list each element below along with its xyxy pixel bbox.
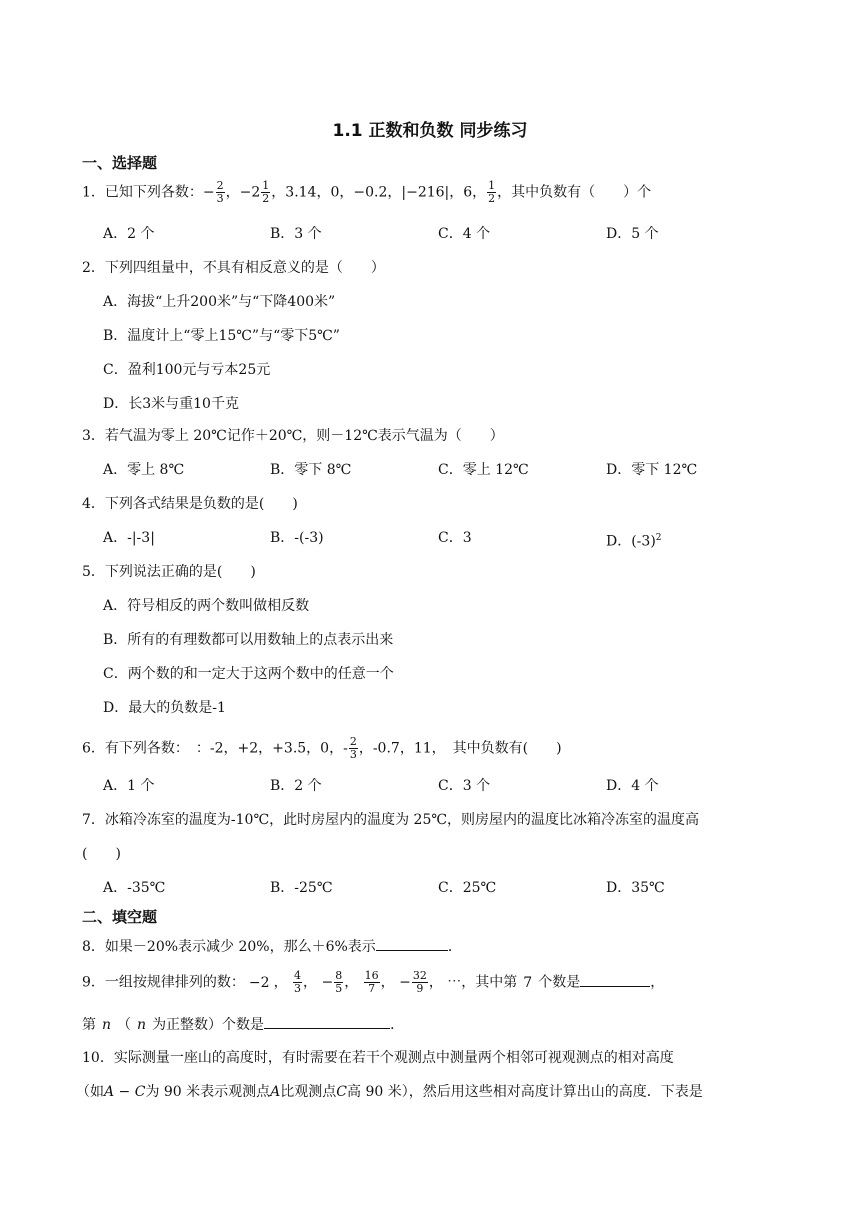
question-4-option-d[interactable]: D．$(-3)^2$: [606, 533, 662, 550]
question-3-option-d[interactable]: D．零下 12℃: [606, 462, 698, 478]
fraction-thirty-two-ninths: $\frac{32}{9}$: [412, 969, 427, 995]
question-7-stem-line-2: ( ): [82, 846, 121, 862]
question-9-stem-line-1: 9．一组按规律排列的数： −2 ， $\frac{4}{3}$ ， − $\frac{8}{5}$ ， $\frac{16}{7}$ ， − $\frac{32}{9}$ ， ⋯，其中第 7 个数是 ，: [82, 969, 665, 995]
question-4-stem: 4．下列各式结果是负数的是( ): [82, 496, 298, 512]
question-4-option-b[interactable]: B．-(-3): [270, 530, 324, 546]
question-7-option-b[interactable]: B．-25℃: [270, 880, 333, 896]
question-2-option-a[interactable]: A．海拔“上升200米”与“下降400米”: [103, 294, 336, 310]
question-2-option-b[interactable]: B．温度计上“零上15℃”与“零下5℃”: [103, 328, 340, 344]
section-fill-heading: 二、填空题: [82, 908, 158, 926]
question-10-stem-line-2: （如A − C为 90 米表示观测点A比观测点C高 90 米），然后用这些相对高度计算出山的高度．下表是: [76, 1084, 703, 1100]
question-3-option-b[interactable]: B．零下 8℃: [270, 462, 352, 478]
question-6-option-d[interactable]: D．4 个: [606, 778, 659, 794]
fraction-one-half: $\frac{1}{2}$: [262, 179, 270, 205]
question-8-stem: 8．如果－20%表示减少 20%，那么＋6%表示 ．: [82, 936, 462, 957]
question-1-stem: 1．已知下列各数：− $\frac{2}{3}$ ，−2 $\frac{1}{2}$ ，3.14，0，−0.2，|−216|，6， $\frac{1}{2}$ ，其中负数有（ ）个: [82, 179, 652, 205]
question-5-option-c[interactable]: C．两个数的和一定大于这两个数中的任意一个: [103, 666, 394, 682]
section-choice-heading: 一、选择题: [82, 154, 158, 172]
fraction-four-thirds: $\frac{4}{3}$: [294, 969, 302, 995]
question-1-option-c[interactable]: C．4 个: [438, 226, 491, 242]
question-5-stem: 5．下列说法正确的是( ): [82, 564, 256, 580]
fraction-one-half: $\frac{1}{2}$: [488, 179, 496, 205]
answer-blank[interactable]: [264, 1014, 390, 1029]
question-5-option-a[interactable]: A．符号相反的两个数叫做相反数: [103, 598, 310, 614]
fraction-two-thirds: $\frac{2}{3}$: [349, 735, 357, 761]
question-2-option-d[interactable]: D．长3米与重10千克: [103, 396, 239, 412]
question-1-option-a[interactable]: A．2 个: [103, 226, 155, 242]
question-5-option-b[interactable]: B．所有的有理数都可以用数轴上的点表示出来: [103, 632, 394, 648]
question-2-stem: 2．下列四组量中，不具有相反意义的是（ ）: [82, 260, 385, 276]
fraction-sixteen-sevenths: $\frac{16}{7}$: [364, 969, 379, 995]
question-6-option-c[interactable]: C．3 个: [438, 778, 491, 794]
question-6-option-a[interactable]: A．1 个: [103, 778, 155, 794]
question-2-option-c[interactable]: C．盈利100元与亏本25元: [103, 362, 271, 378]
page-title: 1.1 正数和负数 同步练习: [332, 121, 528, 141]
question-7-option-a[interactable]: A．-35℃: [103, 880, 166, 896]
question-3-option-c[interactable]: C．零上 12℃: [438, 462, 529, 478]
question-6-option-b[interactable]: B．2 个: [270, 778, 322, 794]
question-10-stem-line-1: 10．实际测量一座山的高度时，有时需要在若干个观测点中测量两个相邻可视观测点的相对高度: [82, 1050, 674, 1066]
question-4-option-c[interactable]: C．3: [438, 530, 472, 546]
question-7-option-d[interactable]: D．35℃: [606, 880, 665, 896]
question-1-option-d[interactable]: D．5 个: [606, 226, 659, 242]
answer-blank[interactable]: [376, 936, 448, 951]
question-5-option-d[interactable]: D．最大的负数是-1: [103, 700, 226, 716]
question-3-stem: 3．若气温为零上 20℃记作＋20℃，则－12℃表示气温为（ ）: [82, 428, 504, 444]
fraction-two-thirds: $\frac{2}{3}$: [216, 179, 224, 205]
question-6-stem: 6．有下列各数： ：-2，+2，+3.5，0，- $\frac{2}{3}$ ，-0.7，11， 其中负数有( ): [82, 735, 562, 761]
fraction-eight-fifths: $\frac{8}{5}$: [335, 969, 343, 995]
question-7-option-c[interactable]: C．25℃: [438, 880, 497, 896]
question-9-stem-line-2: 第 n （ n 为正整数）个数是 ．: [82, 1014, 404, 1035]
question-3-option-a[interactable]: A．零上 8℃: [103, 462, 185, 478]
answer-blank[interactable]: [580, 972, 650, 987]
question-7-stem-line-1: 7．冰箱冷冻室的温度为-10℃，此时房屋内的温度为 25℃，则房屋内的温度比冰箱冷冻室的温度高: [82, 812, 700, 828]
question-1-option-b[interactable]: B．3 个: [270, 226, 322, 242]
question-4-option-a[interactable]: A．-|-3|: [103, 530, 155, 546]
exponent: 2: [655, 533, 662, 543]
